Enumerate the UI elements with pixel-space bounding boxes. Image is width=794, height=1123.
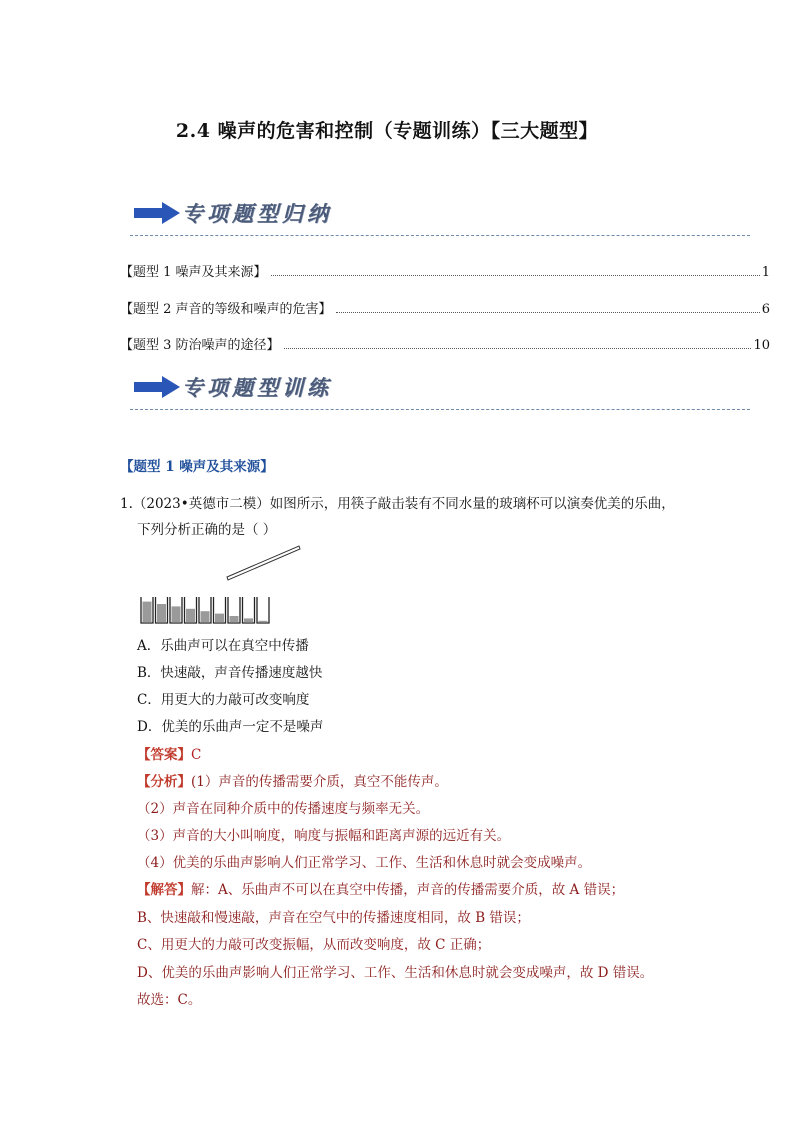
toc-label: 【题型 1 噪声及其来源】 — [120, 265, 267, 280]
question-stem-line2: 下列分析正确的是（ ） — [137, 522, 277, 538]
page-title: 2.4 噪声的危害和控制（专题训练）【三大题型】 — [175, 120, 599, 142]
answer-value: C — [191, 747, 202, 763]
toc-item-1[interactable] — [120, 262, 770, 280]
toc-label: 【题型 2 声音的等级和噪声的危害】 — [120, 302, 332, 317]
option-a[interactable]: A．乐曲声可以在真空中传播 — [137, 638, 309, 654]
glass — [214, 597, 226, 623]
training-banner-text: 专项题型训练 — [182, 375, 332, 400]
water-level — [186, 609, 195, 622]
solution-line-4: D、优美的乐曲声影响人们正常学习、工作、生活和休息时就会变成噪声，故 D 错误。 — [137, 965, 654, 981]
toc-label: 【题型 3 防治噪声的途径】 — [120, 338, 280, 353]
solution-tag: 【解答】 — [137, 882, 191, 898]
section-heading: 【题型 1 噪声及其来源】 — [120, 459, 274, 475]
option-d[interactable]: D．优美的乐曲声一定不是噪声 — [137, 719, 324, 735]
analysis-line-3: （3）声音的大小叫响度，响度与振幅和距离声源的远近有关。 — [137, 828, 511, 844]
water-level — [172, 606, 181, 622]
analysis-line-1 — [137, 770, 448, 790]
solution-line-3: C、用更大的力敲可改变振幅，从而改变响度，故 C 正确； — [137, 937, 491, 953]
option-b[interactable]: B．快速敲，声音传播速度越快 — [137, 665, 323, 681]
glass — [141, 597, 153, 623]
question-stem-line1: 1.（2023•英德市二模）如图所示，用筷子敲击装有不同水量的玻璃杯可以演奏优美的乐曲， — [120, 496, 675, 512]
final-choice: 故选：C。 — [137, 992, 202, 1008]
toc-leader — [284, 348, 752, 349]
glass — [199, 597, 211, 623]
analysis-line-2: （2）声音在同种介质中的传播速度与频率无关。 — [137, 801, 430, 817]
summary-banner — [130, 196, 750, 236]
option-c[interactable]: C．用更大的力敲可改变响度 — [137, 692, 310, 708]
chopstick-figure — [225, 543, 301, 581]
arrow-right-icon — [134, 202, 180, 224]
analysis-line-4: （4）优美的乐曲声影响人们正常学习、工作、生活和休息时就会变成噪声。 — [137, 855, 592, 871]
glass — [228, 597, 240, 623]
glass — [257, 597, 269, 623]
solution-line-2: B、快速敲和慢速敲，声音在空气中的传播速度相同，故 B 错误； — [137, 910, 530, 926]
glass — [243, 597, 255, 623]
toc-page-number: 6 — [761, 302, 770, 317]
glasses-figure — [140, 595, 272, 625]
training-banner — [130, 370, 750, 410]
glass-outline — [257, 597, 269, 623]
glass — [185, 597, 197, 623]
toc-item-3[interactable] — [120, 335, 770, 353]
toc-page-number: 1 — [761, 265, 770, 280]
banner-divider — [130, 409, 750, 410]
water-level — [244, 618, 253, 622]
glass — [156, 597, 168, 623]
water-level — [143, 602, 152, 622]
toc-item-2[interactable] — [120, 299, 770, 317]
banner-divider — [130, 235, 750, 236]
water-level — [215, 614, 224, 622]
water-level — [201, 611, 210, 622]
answer-line — [137, 743, 201, 763]
solution-text: 解：A、乐曲声不可以在真空中传播，声音的传播需要介质，故 A 错误； — [191, 882, 625, 898]
water-level — [230, 616, 239, 622]
toc-leader — [336, 312, 760, 313]
answer-tag: 【答案】 — [137, 747, 191, 763]
water-level — [157, 604, 166, 622]
solution-line-1 — [137, 878, 624, 898]
water-level — [259, 621, 268, 622]
analysis-tag: 【分析】 — [137, 774, 191, 790]
toc-page-number: 10 — [753, 338, 770, 353]
toc-leader — [271, 275, 760, 276]
analysis-text: (1）声音的传播需要介质，真空不能传声。 — [191, 774, 448, 790]
summary-banner-text: 专项题型归纳 — [182, 201, 332, 226]
arrow-right-icon — [134, 376, 180, 398]
glass — [170, 597, 182, 623]
